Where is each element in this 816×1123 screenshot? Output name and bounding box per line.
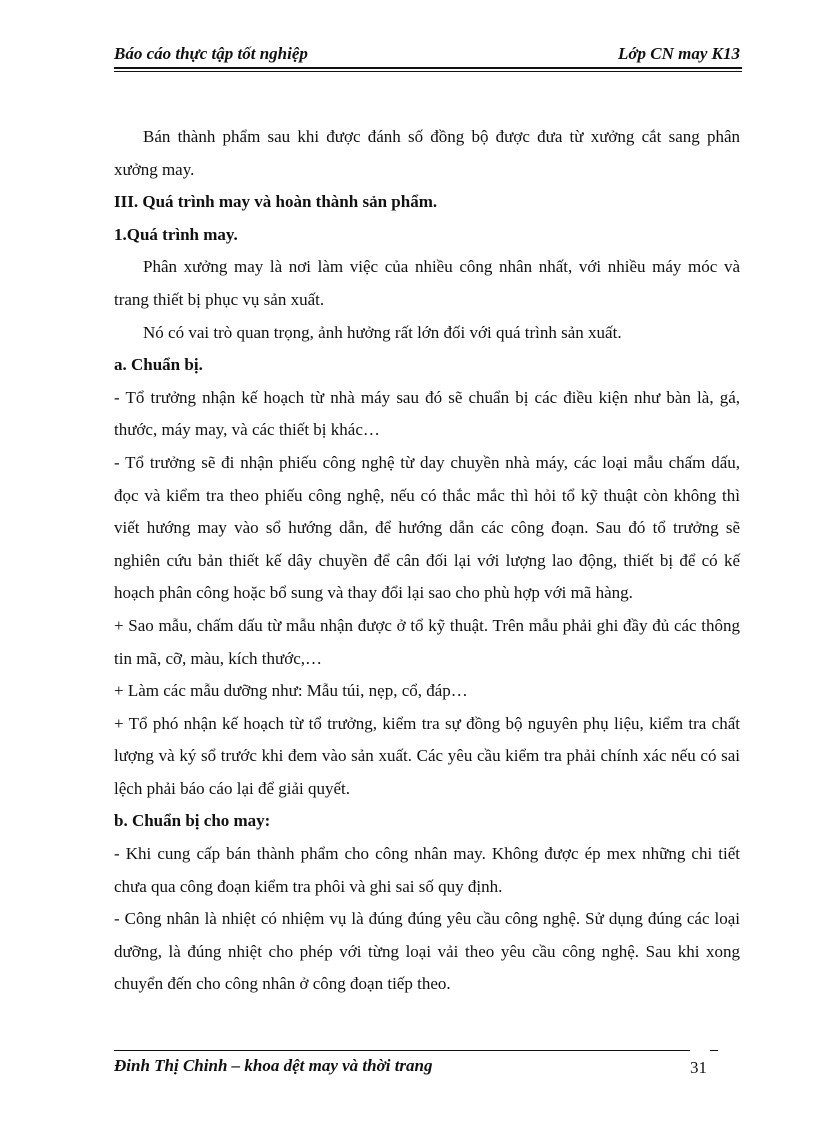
page-number: 31 [690, 1058, 707, 1077]
paragraph: + Làm các mẫu dưỡng như: Mẫu túi, nẹp, cổ, đáp… [114, 681, 468, 701]
paragraph: Nó có vai trò quan trọng, ảnh hưởng rất lớn đối với quá trình sản xuất. [143, 322, 622, 342]
paragraph: + Sao mẫu, chấm dấu từ mẫu nhận được ở tổ kỹ thuật. Trên mẫu phải ghi đầy đủ các thông tin mã, cỡ, màu, kích thước,… [114, 615, 740, 668]
header-rule [114, 67, 742, 69]
paragraph: + Tổ phó nhận kế hoạch từ tổ trưởng, kiểm tra sự đồng bộ nguyên phụ liệu, kiểm tra chất lượng và ký sổ trước khi đem vào sản xuất. Các yêu cầu kiểm tra phải chính xác nếu có sai lệch phải báo cáo lại để giải quyết. [114, 713, 740, 798]
paragraph: Bán thành phẩm sau khi được đánh số đồng bộ được đưa từ xưởng cắt sang phân xưởng may. [114, 127, 740, 179]
header-rule-thin [114, 71, 742, 72]
header-report-title: Báo cáo thực tập tốt nghiệp [114, 44, 308, 63]
footer-rule [114, 1050, 690, 1051]
subsection-heading: b. Chuẩn bị cho may: [114, 811, 271, 831]
subsection-heading: 1.Quá trình may. [114, 224, 238, 244]
paragraph: - Tổ trưởng nhận kế hoạch từ nhà máy sau đó sẽ chuẩn bị các điều kiện như bàn là, gá, thước, máy may, và các thiết bị khác… [114, 387, 740, 440]
footer-dash [710, 1050, 718, 1051]
document-body [114, 121, 740, 1001]
footer-author: Đinh Thị Chinh – khoa dệt may và thời trang [114, 1056, 433, 1075]
header-class-name: Lớp CN may K13 [618, 44, 740, 63]
paragraph: - Công nhân là nhiệt có nhiệm vụ là đúng đúng yêu cầu công nghệ. Sử dụng đúng các loại dưỡng, là đúng nhiệt cho phép với từng loại vải theo yêu cầu công nghệ. Sau khi xong chuyển đến cho công nhân ở công đoạn tiếp theo. [114, 909, 740, 994]
page-footer [114, 1050, 742, 1090]
subsection-heading: a. Chuẩn bị. [114, 355, 203, 375]
section-heading: III. Quá trình may và hoàn thành sản phẩm. [114, 192, 438, 212]
paragraph: - Khi cung cấp bán thành phẩm cho công nhân may. Không được ép mex những chi tiết chưa qua công đoạn kiểm tra phôi và ghi sai số quy định. [114, 844, 740, 896]
page-header [114, 44, 742, 70]
paragraph: - Tổ trưởng sẽ đi nhận phiếu công nghệ từ day chuyền nhà máy, các loại mẫu chấm dấu, đọc và kiểm tra theo phiếu công nghệ, nếu có thắc mắc thì hỏi tổ kỹ thuật còn không thì viết hướng may vào sổ hướng dẫn, để hướng dẫn các công đoạn. Sau đó tổ trưởng sẽ nghiên cứu bản thiết kế dây chuyền để cân đối lại với lượng lao động, thiết bị để có kế hoạch phân công hoặc bổ sung và thay đổi lại sao cho phù hợp với mã hàng. [114, 452, 740, 603]
paragraph: Phân xưởng may là nơi làm việc của nhiều công nhân nhất, với nhiều máy móc và trang thiết bị phục vụ sản xuất. [114, 257, 740, 309]
